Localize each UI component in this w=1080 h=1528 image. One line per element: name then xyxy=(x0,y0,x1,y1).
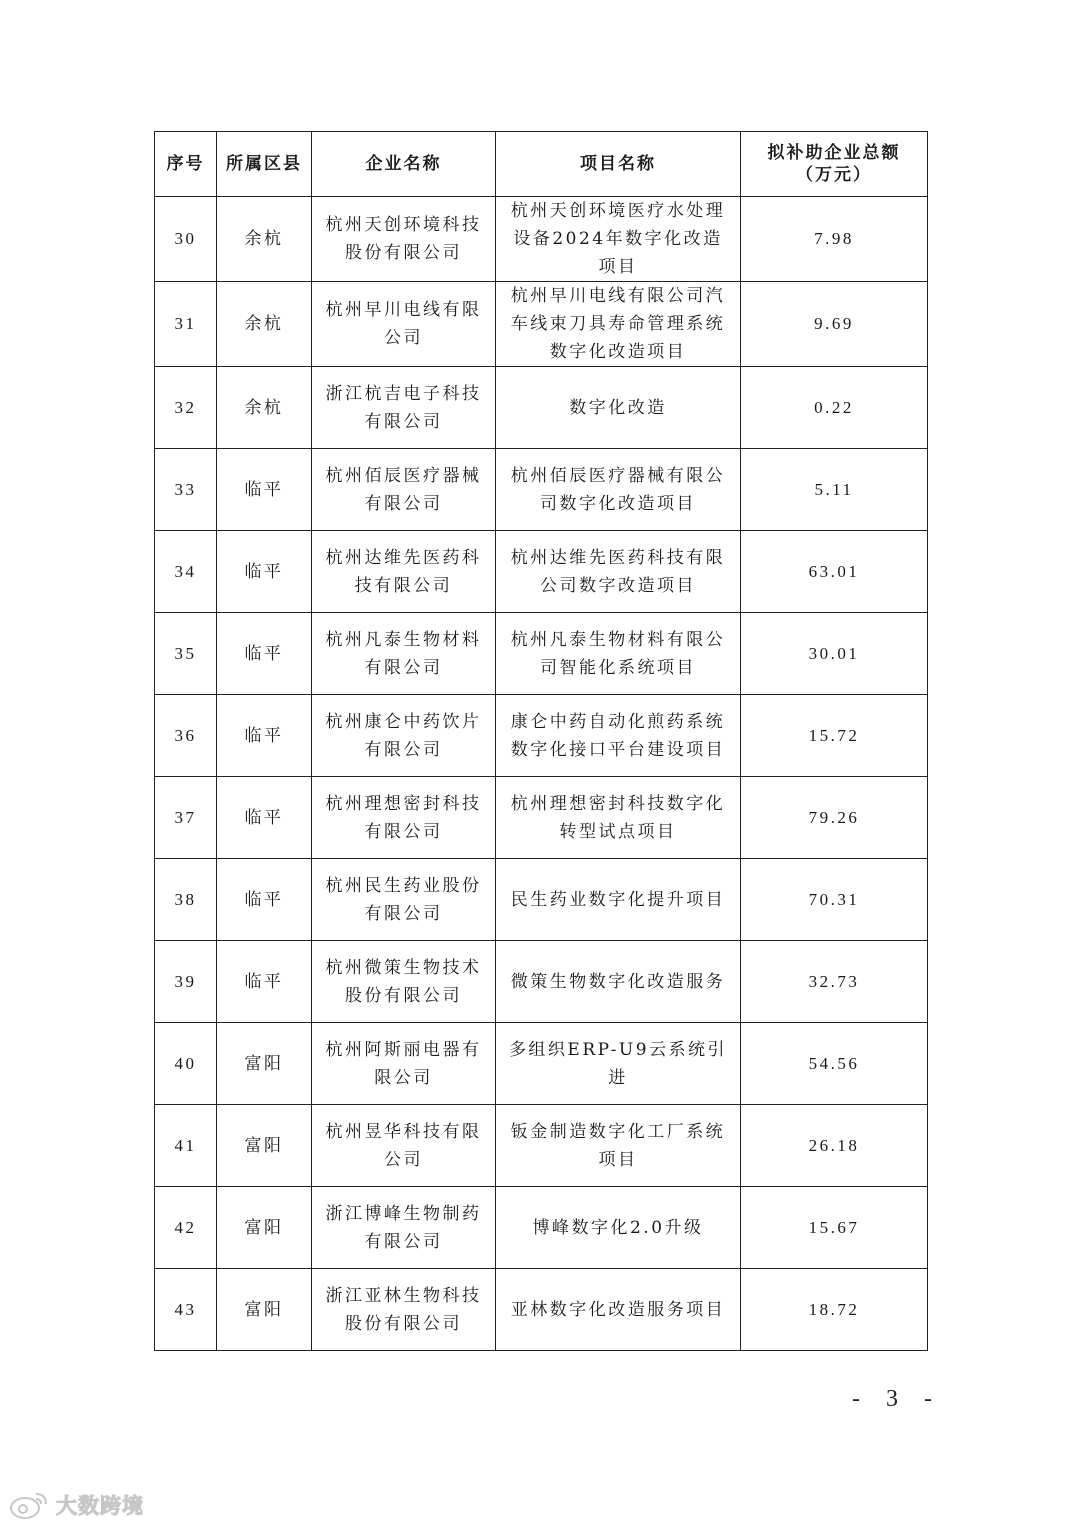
table-row xyxy=(155,941,928,1023)
row-index: 41 xyxy=(155,1105,217,1187)
row-district: 临平 xyxy=(217,777,312,859)
row-project: 杭州理想密封科技数字化转型试点项目 xyxy=(496,777,741,859)
row-project: 杭州佰辰医疗器械有限公司数字化改造项目 xyxy=(496,449,741,531)
table-row xyxy=(155,282,928,367)
row-amount: 9.69 xyxy=(741,282,928,367)
table-row xyxy=(155,531,928,613)
row-index: 43 xyxy=(155,1269,217,1351)
row-company: 杭州微策生物技术股份有限公司 xyxy=(312,941,496,1023)
row-company: 杭州理想密封科技有限公司 xyxy=(312,777,496,859)
row-amount: 0.22 xyxy=(741,367,928,449)
header-row xyxy=(155,132,928,197)
row-amount: 32.73 xyxy=(741,941,928,1023)
row-district: 临平 xyxy=(217,941,312,1023)
row-project: 杭州凡泰生物材料有限公司智能化系统项目 xyxy=(496,613,741,695)
header-amount-line1: 拟补助企业总额 xyxy=(767,143,901,163)
header-amount-line2: （万元） xyxy=(796,165,872,185)
watermark-text: 大数跨境 xyxy=(56,1494,144,1518)
table-row xyxy=(155,1269,928,1351)
table-row xyxy=(155,695,928,777)
row-company: 杭州天创环境科技股份有限公司 xyxy=(312,197,496,282)
row-amount: 63.01 xyxy=(741,531,928,613)
row-district: 临平 xyxy=(217,859,312,941)
row-district: 余杭 xyxy=(217,197,312,282)
row-district: 余杭 xyxy=(217,367,312,449)
row-company: 杭州昱华科技有限公司 xyxy=(312,1105,496,1187)
table-row xyxy=(155,1187,928,1269)
table-header xyxy=(155,132,928,197)
table-row xyxy=(155,197,928,282)
row-project: 钣金制造数字化工厂系统项目 xyxy=(496,1105,741,1187)
row-project: 杭州早川电线有限公司汽车线束刀具寿命管理系统数字化改造项目 xyxy=(496,282,741,367)
row-project: 亚林数字化改造服务项目 xyxy=(496,1269,741,1351)
header-district: 所属区县 xyxy=(217,132,312,197)
weibo-logo-icon xyxy=(8,1490,50,1520)
row-company: 浙江博峰生物制药有限公司 xyxy=(312,1187,496,1269)
row-index: 36 xyxy=(155,695,217,777)
row-project: 博峰数字化2.0升级 xyxy=(496,1187,741,1269)
table-row xyxy=(155,1023,928,1105)
row-index: 42 xyxy=(155,1187,217,1269)
row-district: 富阳 xyxy=(217,1269,312,1351)
row-amount: 7.98 xyxy=(741,197,928,282)
row-project: 微策生物数字化改造服务 xyxy=(496,941,741,1023)
row-district: 余杭 xyxy=(217,282,312,367)
table-row xyxy=(155,613,928,695)
row-project: 民生药业数字化提升项目 xyxy=(496,859,741,941)
row-amount: 79.26 xyxy=(741,777,928,859)
row-company: 杭州康仑中药饮片有限公司 xyxy=(312,695,496,777)
row-index: 31 xyxy=(155,282,217,367)
row-amount: 70.31 xyxy=(741,859,928,941)
row-amount: 54.56 xyxy=(741,1023,928,1105)
row-index: 39 xyxy=(155,941,217,1023)
subsidy-table xyxy=(154,131,928,1351)
row-project: 多组织ERP-U9云系统引进 xyxy=(496,1023,741,1105)
table-row xyxy=(155,449,928,531)
table-row xyxy=(155,1105,928,1187)
row-district: 富阳 xyxy=(217,1105,312,1187)
row-project: 杭州天创环境医疗水处理设备2024年数字化改造项目 xyxy=(496,197,741,282)
table-row xyxy=(155,859,928,941)
header-index: 序号 xyxy=(155,132,217,197)
row-district: 富阳 xyxy=(217,1023,312,1105)
header-amount xyxy=(741,132,928,197)
row-index: 40 xyxy=(155,1023,217,1105)
row-company: 浙江杭吉电子科技有限公司 xyxy=(312,367,496,449)
row-company: 杭州凡泰生物材料有限公司 xyxy=(312,613,496,695)
row-district: 临平 xyxy=(217,449,312,531)
row-company: 杭州达维先医药科技有限公司 xyxy=(312,531,496,613)
row-amount: 15.67 xyxy=(741,1187,928,1269)
row-amount: 26.18 xyxy=(741,1105,928,1187)
header-company: 企业名称 xyxy=(312,132,496,197)
row-index: 37 xyxy=(155,777,217,859)
row-amount: 15.72 xyxy=(741,695,928,777)
row-company: 杭州早川电线有限公司 xyxy=(312,282,496,367)
row-index: 34 xyxy=(155,531,217,613)
row-index: 35 xyxy=(155,613,217,695)
table-row xyxy=(155,777,928,859)
row-index: 38 xyxy=(155,859,217,941)
row-district: 临平 xyxy=(217,531,312,613)
watermark xyxy=(8,1490,144,1520)
row-company: 杭州佰辰医疗器械有限公司 xyxy=(312,449,496,531)
row-amount: 5.11 xyxy=(741,449,928,531)
row-amount: 30.01 xyxy=(741,613,928,695)
row-district: 临平 xyxy=(217,695,312,777)
page-number: - 3 - xyxy=(852,1386,942,1412)
row-project: 数字化改造 xyxy=(496,367,741,449)
row-index: 32 xyxy=(155,367,217,449)
row-project: 杭州达维先医药科技有限公司数字改造项目 xyxy=(496,531,741,613)
row-district: 临平 xyxy=(217,613,312,695)
row-index: 30 xyxy=(155,197,217,282)
row-company: 杭州民生药业股份有限公司 xyxy=(312,859,496,941)
row-index: 33 xyxy=(155,449,217,531)
header-project: 项目名称 xyxy=(496,132,741,197)
row-district: 富阳 xyxy=(217,1187,312,1269)
table-row xyxy=(155,367,928,449)
table-body xyxy=(155,197,928,1351)
row-company: 浙江亚林生物科技股份有限公司 xyxy=(312,1269,496,1351)
row-amount: 18.72 xyxy=(741,1269,928,1351)
row-project: 康仑中药自动化煎药系统数字化接口平台建设项目 xyxy=(496,695,741,777)
row-company: 杭州阿斯丽电器有限公司 xyxy=(312,1023,496,1105)
